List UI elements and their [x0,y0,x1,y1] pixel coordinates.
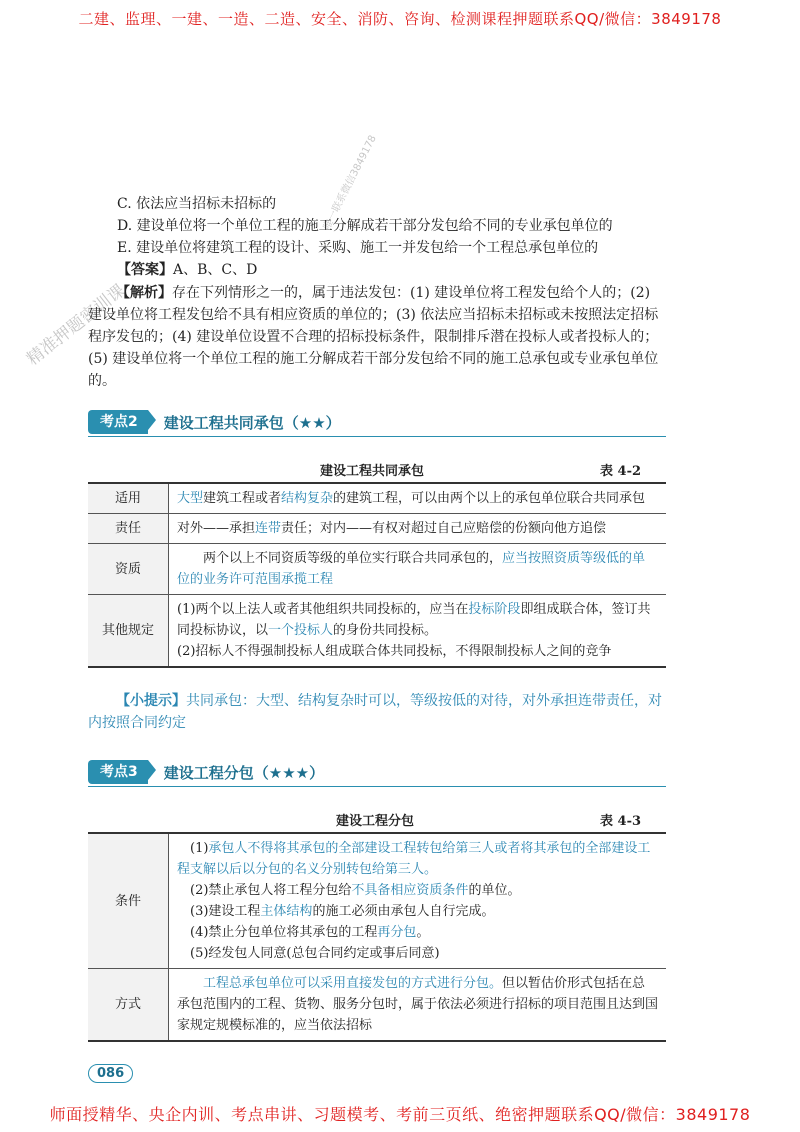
option-c: C. 依法应当招标未招标的 [117,196,277,212]
table-row [88,544,666,595]
hl-text: 工程总承包单位可以采用直接发包的方式进行分包。 [203,976,503,991]
row-head-liability: 责任 [88,514,169,544]
hl-text: 应当按照资质等级低的单位的业务许可范围承揽工程 [177,551,646,587]
hl-text: 连带 [255,521,282,536]
hl-text: 再分包 [377,925,417,940]
tip-text: 共同承包：大型、结构复杂时可以，等级按低的对待，对外承担连带责任，对内按照合同约定 [88,693,662,731]
cell-text: (4)禁止分包单位将其承包的工程 [190,925,378,940]
section-2-header [88,410,341,434]
cell-text: 的单位。 [468,883,521,898]
table-2 [88,482,666,668]
section-3-header [88,760,324,784]
analysis-text: 存在下列情形之一的，属于违法发包：(1) 建设单位将工程发包给个人的；(2) 建设单位将工程发包给不具有相应资质的单位的；(3) 依法应当招标未招标或未按照法定招标程序发包的；(4) 建设单位设置不合理的招标投标条件，限制排斥潜在投标人或者投标人的；(5) 建设单位将一个单位工程的施工分解成若干部分发包给不同的施工总承包或专业承包单位的。 [88,285,659,389]
table-3 [88,832,666,1042]
answer-label: 【答案】 [117,262,173,278]
watermark-side: 唯一联系微信3849178 [321,133,379,232]
option-d: D. 建设单位将一个单位工程的施工分解成若干部分发包给不同的专业承包单位的 [117,218,613,234]
cell-text: (1)两个以上法人或者其他组织共同投标的，应当在 [177,602,469,617]
table-row [88,595,666,668]
hl-text: 主体结构 [260,904,313,919]
analysis [88,282,666,392]
section-2-rule [88,436,666,437]
section-2-badge: 考点2 [88,410,148,434]
section-3-badge: 考点3 [88,760,148,784]
answer [117,260,257,280]
table-3-number: 表 4-3 [600,814,642,829]
cell-text: (5)经发包人同意(总包合同约定或事后同意) [190,946,440,961]
row-head-qualification: 资质 [88,544,169,595]
section-3-rule [88,786,666,787]
answer-text: A、B、C、D [173,262,258,278]
row-cell-liability [169,514,667,544]
row-head-conditions: 条件 [88,833,169,969]
page-number: 086 [88,1064,133,1083]
table-3-caption: 建设工程分包 [336,814,415,829]
cell-text: 的建筑工程，可以由两个以上的承包单位联合共同承包 [333,491,646,506]
row-cell-conditions [169,833,667,969]
cell-text: 建筑工程或者 [203,491,282,506]
row-head-apply: 适用 [88,483,169,514]
cell-text: 的身份共同投标。 [333,623,438,638]
cell-text: 两个以上不同资质等级的单位实行联合共同承包的， [203,551,503,566]
cell-text: (2)招标人不得强制投标人组成联合体共同投标，不得限制投标人之间的竞争 [177,644,612,659]
cell-text: 责任；对内——有权对超过自己应赔偿的份额向他方追偿 [281,521,607,536]
table-2-caption: 建设工程共同承包 [320,464,425,479]
cell-text: (3)建设工程 [190,904,261,919]
table-row [88,483,666,514]
top-banner: 二建、监理、一建、一造、二造、安全、消防、咨询、检测课程押题联系QQ/微信：3849178 [78,10,722,28]
hl-text: 一个投标人 [268,623,334,638]
row-head-method: 方式 [88,969,169,1042]
section-2-title: 建设工程共同承包（★★） [163,413,341,432]
row-cell-other [169,595,667,668]
section-3-title: 建设工程分包（★★★） [163,763,325,782]
cell-text: 即组成联合体，签订共同投标协议，以 [177,602,651,638]
table-row [88,514,666,544]
watermark-main: 精准押题密训课 [23,280,130,370]
cell-text: 的施工必须由承包人自行完成。 [312,904,495,919]
table-row [88,833,666,969]
row-cell-apply [169,483,667,514]
tip [88,690,666,734]
cell-text: (2)禁止承包人将工程分包给 [190,883,352,898]
row-cell-qualification [169,544,667,595]
cell-text: 但以暂估价形式包括在总承包范围内的工程、货物、服务分包时，属于依法必须进行招标的项目范围且达到国家规定规模标准的，应当依法招标 [177,976,659,1033]
row-head-other: 其他规定 [88,595,169,668]
cell-text: (1) [190,841,209,856]
cell-text: 对外——承担 [177,521,256,536]
analysis-label: 【解析】 [116,285,172,301]
option-e: E. 建设单位将建筑工程的设计、采购、施工一并发包给一个工程总承包单位的 [117,240,599,256]
hl-text: 不具备相应资质条件 [351,883,469,898]
table-row [88,969,666,1042]
cell-text: 。 [416,925,430,940]
hl-text: 投标阶段 [468,602,521,617]
hl-text: 承包人不得将其承包的全部建设工程转包给第三人或者将其承包的全部建设工程支解以后以分包的名义分别转包给第三人。 [177,841,651,877]
hl-text: 大型 [177,491,204,506]
tip-label: 【小提示】 [116,693,186,709]
bottom-banner: 师面授精华、央企内训、考点串讲、习题模考、考前三页纸、绝密押题联系QQ/微信：3849178 [49,1105,751,1124]
hl-text: 结构复杂 [281,491,334,506]
row-cell-method [169,969,667,1042]
table-2-number: 表 4-2 [600,464,642,479]
